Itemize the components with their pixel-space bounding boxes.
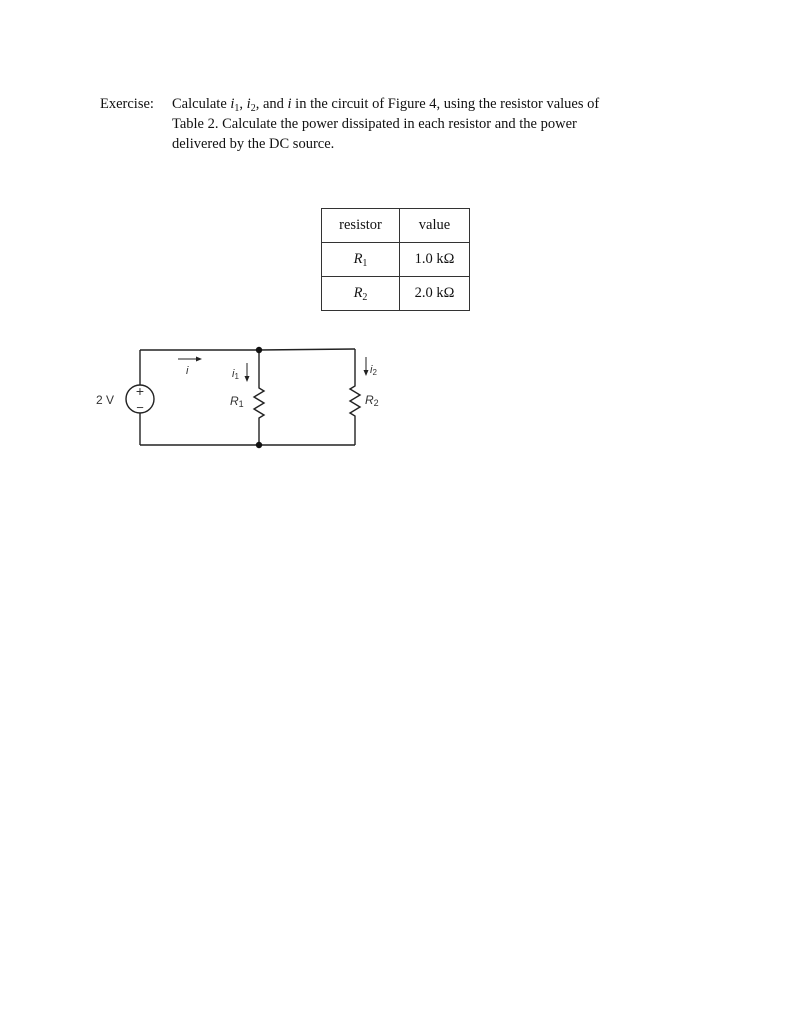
cell-resistor-name: $R_1$ <box>322 243 400 277</box>
r2-label: R2 <box>365 393 379 408</box>
cell-resistor-value: 1.0 kΩ <box>400 243 470 277</box>
current-i-arrow-icon <box>178 357 202 362</box>
exercise-label: Exercise: <box>100 96 154 112</box>
header-resistor: resistor <box>322 209 400 243</box>
current-i2-label: i2 <box>370 364 377 377</box>
resistor-table <box>321 208 470 311</box>
exercise-line-1 <box>172 94 662 114</box>
junction-dot-top <box>256 347 262 353</box>
current-i1-arrow-icon <box>245 363 250 382</box>
line1-sep: , <box>239 96 247 112</box>
circuit-diagram <box>0 330 420 460</box>
cell-resistor-name: $R_2$ <box>322 277 400 311</box>
header-value: value <box>400 209 470 243</box>
top-wire <box>140 349 355 350</box>
table-row <box>322 243 470 277</box>
junction-dot-bottom <box>256 442 262 448</box>
var-i2: $i_2$ <box>246 96 256 114</box>
var-i1: $i_1$ <box>230 96 240 114</box>
current-i2-arrow-icon <box>364 357 369 376</box>
exercise-line-2: Table 2. Calculate the power dissipated in each resistor and the power <box>172 116 577 132</box>
table-row <box>322 277 470 311</box>
line1-prefix: Calculate <box>172 96 231 112</box>
source-plus: + <box>135 383 145 399</box>
line1-mid: , and <box>255 96 288 112</box>
r1-label: R1 <box>230 394 244 409</box>
line1-suffix: in the circuit of Figure 4, using the resistor values of <box>291 96 600 112</box>
exercise-text <box>172 94 662 154</box>
cell-resistor-value: 2.0 kΩ <box>400 277 470 311</box>
current-i1-label: i1 <box>232 368 239 381</box>
source-label: 2 V <box>96 393 115 407</box>
source-minus: − <box>136 400 144 415</box>
current-i-label: i <box>186 365 189 377</box>
exercise-line-3: delivered by the DC source. <box>172 136 335 152</box>
r2-resistor <box>350 380 360 425</box>
var-i: i <box>287 96 292 112</box>
r1-resistor <box>254 380 264 425</box>
table-header-row <box>322 209 470 243</box>
